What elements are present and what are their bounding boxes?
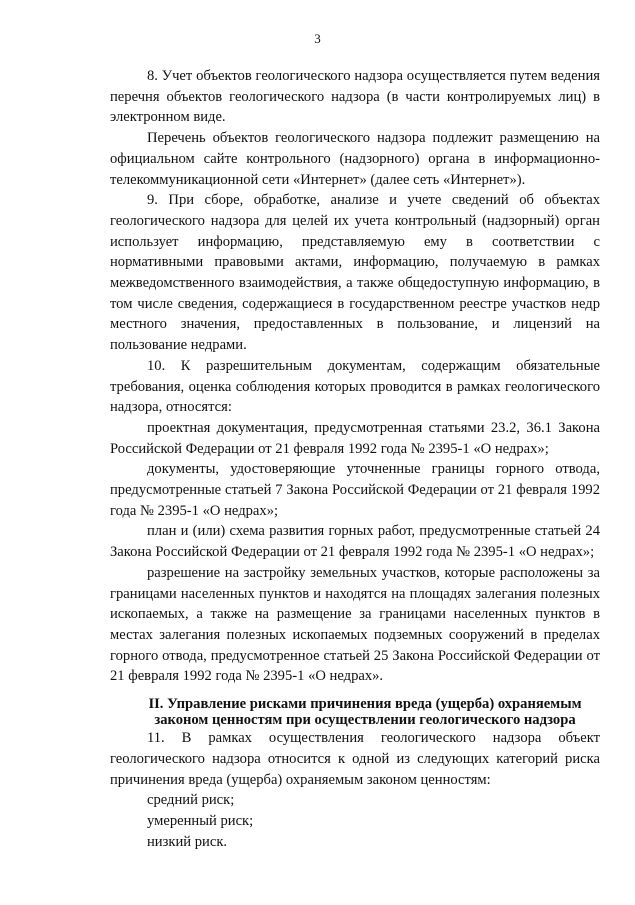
paragraph-8: 8. Учет объектов геологического надзора осуществляется путем ведения перечня объектов геологического надзора (в части контролируемых лиц) в электронном виде. — [110, 68, 600, 126]
section-heading-line-2: законом ценностям при осуществлении геологического надзора — [154, 711, 576, 728]
risk-category-medium: средний риск; — [147, 792, 235, 809]
risk-category-low: низкий риск. — [147, 833, 228, 850]
risk-category-moderate: умеренный риск; — [147, 813, 254, 830]
paragraph-10-item-project-docs: проектная документация, предусмотренная статьями 23.2, 36.1 Закона Российской Федерации от 21 февраля 1992 года № 2395-1 «О недрах»; — [110, 419, 600, 457]
paragraph-9: 9. При сборе, обработке, анализе и учете сведений об объектах геологического надзора для целей их учета контрольный (надзорный) орган использует информацию, представляемую ему в соответствии с нормативными правовыми актами, информацию, получаемую в рамках межведомственного взаимодействия, а также общедоступную информацию, в том числе сведения, содержащиеся в государственном реестре участков недр местного значения, предоставленных в пользование, и лицензий на пользование недрами. — [110, 192, 600, 354]
paragraph-8-continued: Перечень объектов геологического надзора подлежит размещению на официальном сайте контрольного (надзорного) органа в информационно-телекоммуникационной сети «Интернет» (далее сеть «Интернет»). — [110, 130, 600, 188]
paragraph-10: 10. К разрешительным документам, содержащим обязательные требования, оценка соблюдения которых проводится в рамках геологического надзора, относятся: — [110, 357, 600, 416]
section-heading — [110, 697, 600, 728]
paragraph-10-item-mining-allotment: документы, удостоверяющие уточненные границы горного отвода, предусмотренные статьей 7 Закона Российской Федерации от 21 февраля 1992 года № 2395-1 «О недрах»; — [110, 461, 600, 519]
page-number: 3 — [314, 31, 321, 46]
paragraph-10-item-building-permit: разрешение на застройку земельных участков, которые расположены за границами населенных пунктов и находятся на площадях залегания полезных ископаемых, а также на размещение за границами населенных пунктов в местах залегания полезных ископаемых подземных сооружений в пределах горного отвода, предусмотренное статьей 25 Закона Российской Федерации от 21 февраля 1992 года № 2395-1 «О недрах». — [110, 564, 600, 685]
paragraph-11: 11. В рамках осуществления геологического надзора объект геологического надзора относится к одной из следующих категорий риска причинения вреда (ущерба) охраняемым законом ценностям: — [110, 730, 600, 788]
paragraph-10-item-mining-plan: план и (или) схема развития горных работ, предусмотренные статьей 24 Закона Российской Федерации от 21 февраля 1992 года № 2395-1 «О недрах»; — [110, 523, 600, 561]
document-body — [110, 66, 600, 853]
section-heading-line-1: II. Управление рисками причинения вреда (ущерба) охраняемым — [148, 696, 582, 713]
